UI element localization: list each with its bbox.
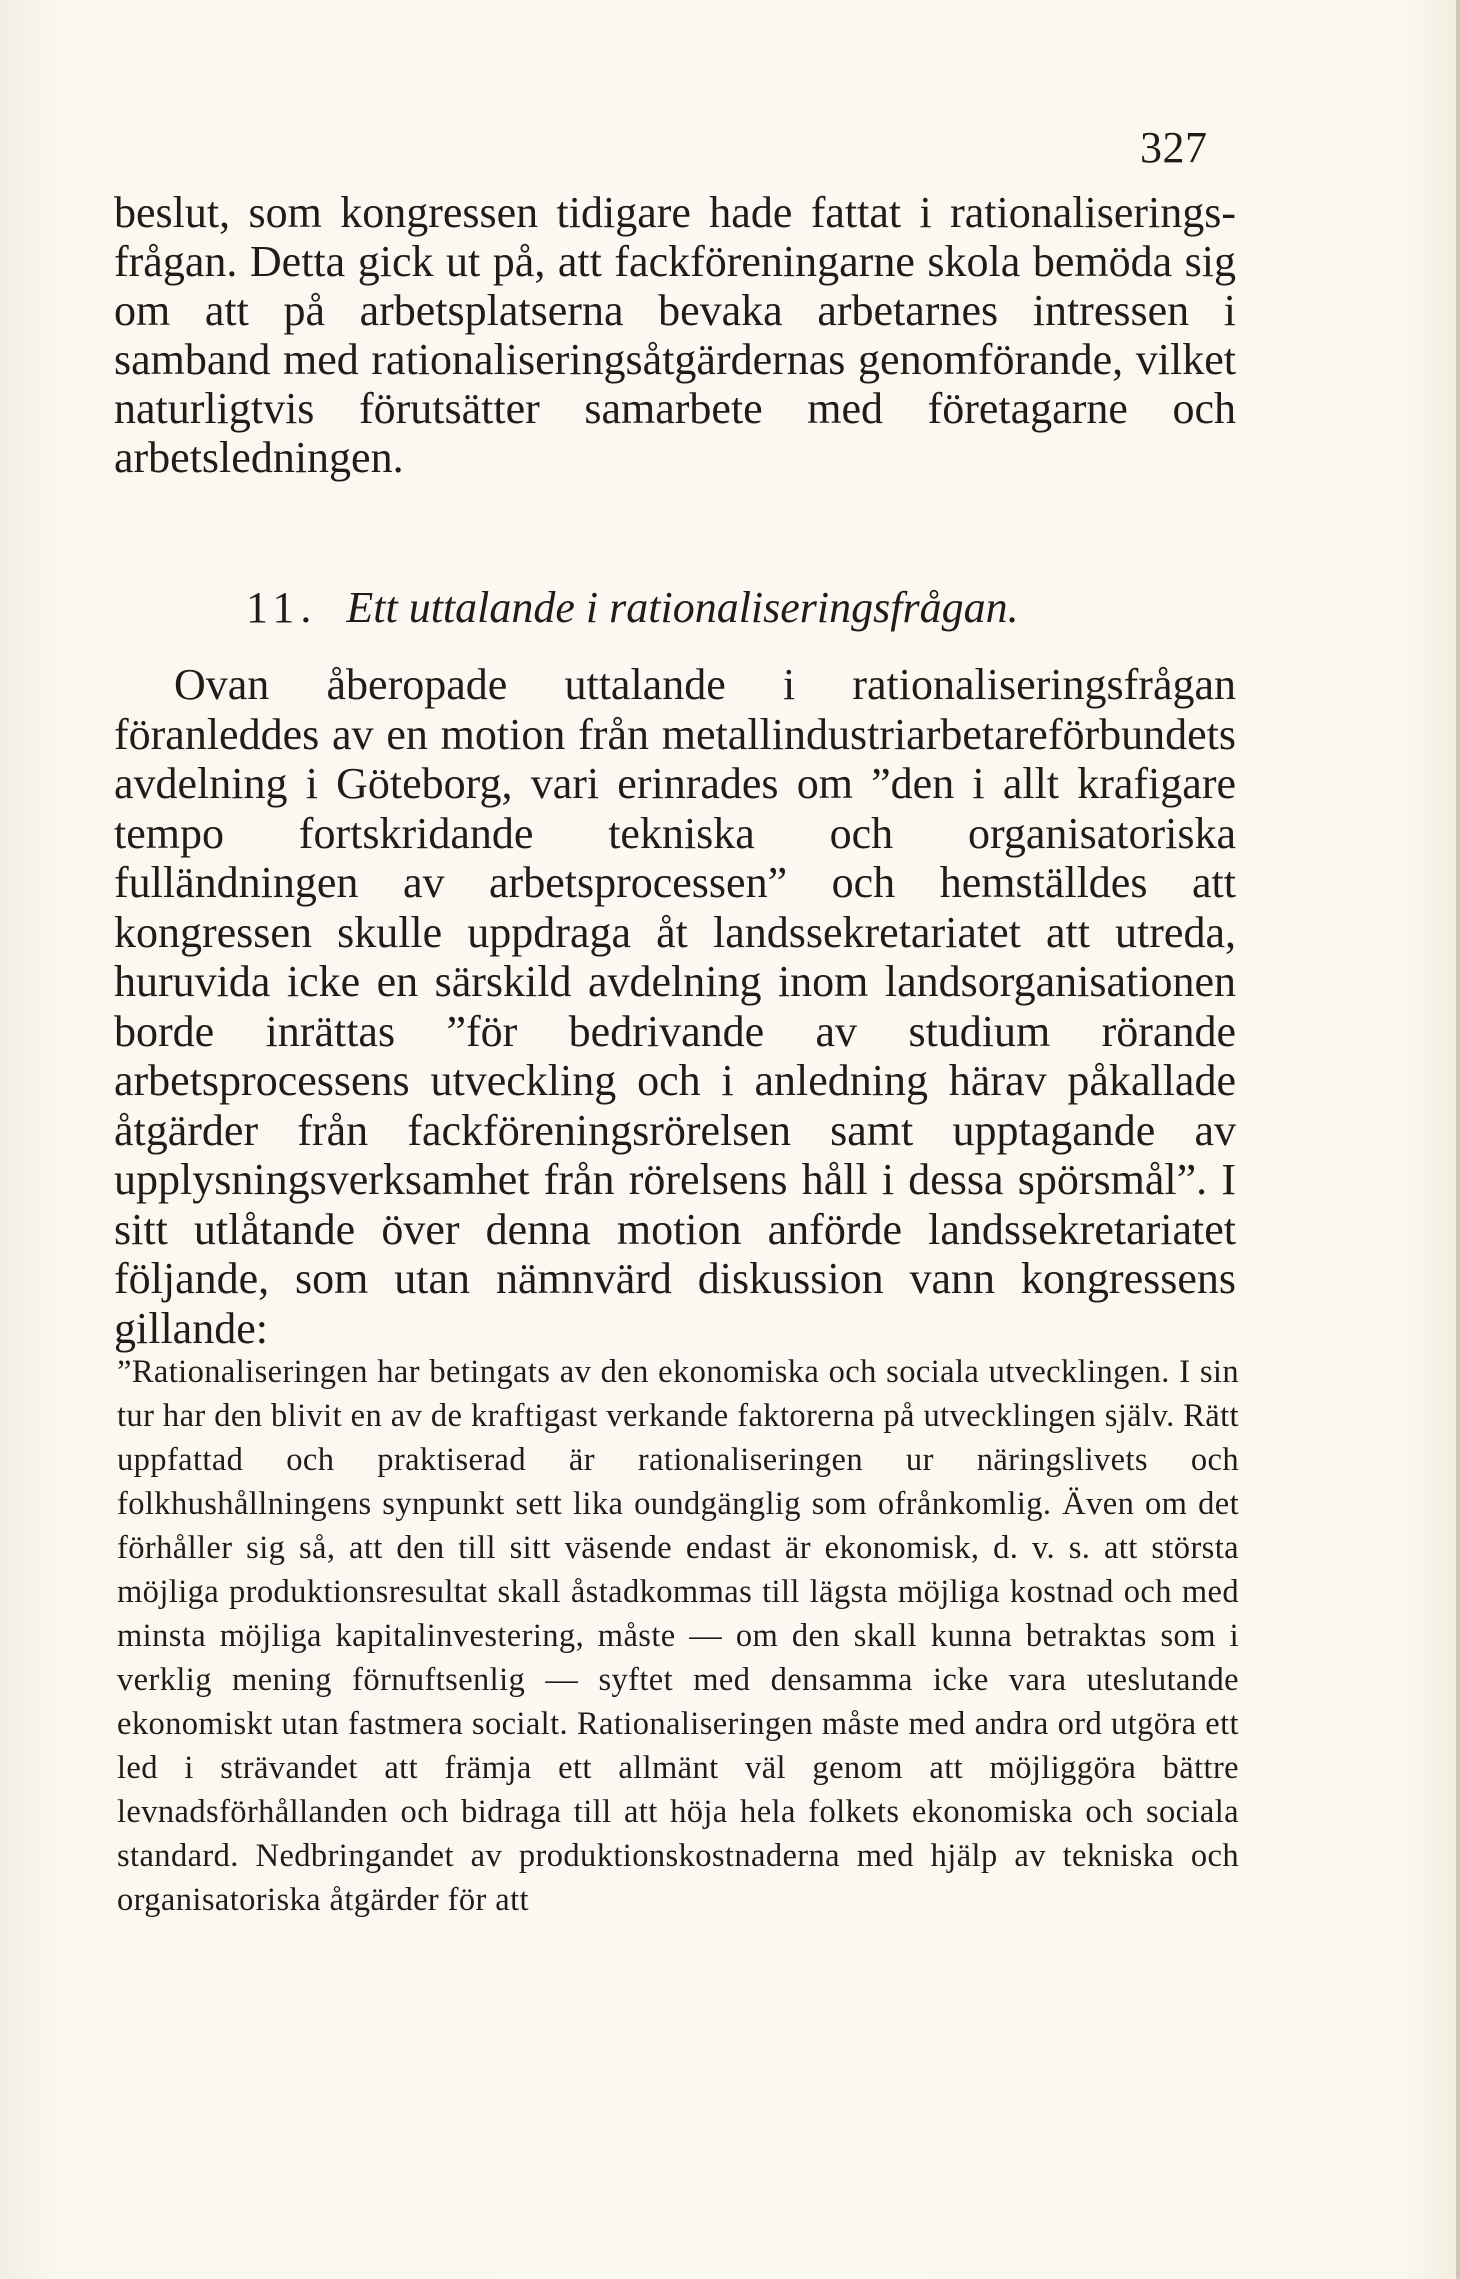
section-heading xyxy=(246,582,1019,633)
page-edge xyxy=(1456,0,1460,2279)
section-title: Ett uttalande i rationaliseringsfrågan. xyxy=(346,583,1019,632)
quoted-statement: ”Rationaliseringen har betingats av den ekonomiska och sociala utvecklingen. I sin tur har den blivit en av de kraftigast verkande faktorerna på utvecklingen själv. Rätt uppfattad och praktiserad är rationaliseringen ur näringslivets och folkhushållningens synpunkt sett lika oundgänglig som ofrånkomlig. Även om det förhåller sig så, att den till sitt väsende endast är ekonomisk, d. v. s. att största möjliga produktionsresultat skall åstadkommas till lägsta möjliga kostnad och med minsta möjliga kapitalinvestering, måste — om den skall kunna betraktas som i verklig mening förnuftsenlig — syftet med densamma icke vara uteslutande ekonomiskt utan fastmera socialt. Rationaliseringen måste med andra ord utgöra ett led i strävandet att främja ett allmänt väl genom att möjliggöra bättre levnadsförhållanden och bidraga till att höja hela folkets ekonomiska och sociala standard. Nedbringandet av produktionskostnaderna med hjälp av tekniska och organisatoriska åtgärder för att xyxy=(117,1354,1239,1918)
paragraph-motion: Ovan åberopade uttalande i rationaliseringsfrågan föranleddes av en motion från metallindustriarbetareförbundets avdelning i Göteborg, vari erinrades om ”den i allt krafigare tempo fortskridande tekniska och organisatoriska fulländningen av arbetsprocessen” och hemställdes att kongressen skulle uppdraga åt landssekretariatet att utreda, huruvida icke en särskild avdelning inom landsorganisationen borde inrättas ”för bedrivande av studium rörande arbetsprocessens utveckling och i anledning härav påkallade åtgärder från fackföreningsrörelsen samt upptagande av upplysningsverksamhet från rörelsens håll i dessa spörsmål”. I sitt utlåtande över denna motion anförde landssekretariatet följande, som utan nämnvärd diskussion vann kongressens gillande: xyxy=(114,660,1236,1353)
section-number: 11. xyxy=(246,583,318,632)
paragraph-continuation: beslut, som kongressen tidigare hade fattat i rationaliserings-frågan. Detta gick ut på, att fackföreningarne skola bemöda sig om att på arbetsplatserna bevaka arbetarnes intressen i samband med rationaliseringsåtgärdernas genomförande, vilket naturligtvis förutsätter samarbete med företagarne och arbetsledningen. xyxy=(114,188,1236,482)
page-number: 327 xyxy=(1140,123,1208,172)
